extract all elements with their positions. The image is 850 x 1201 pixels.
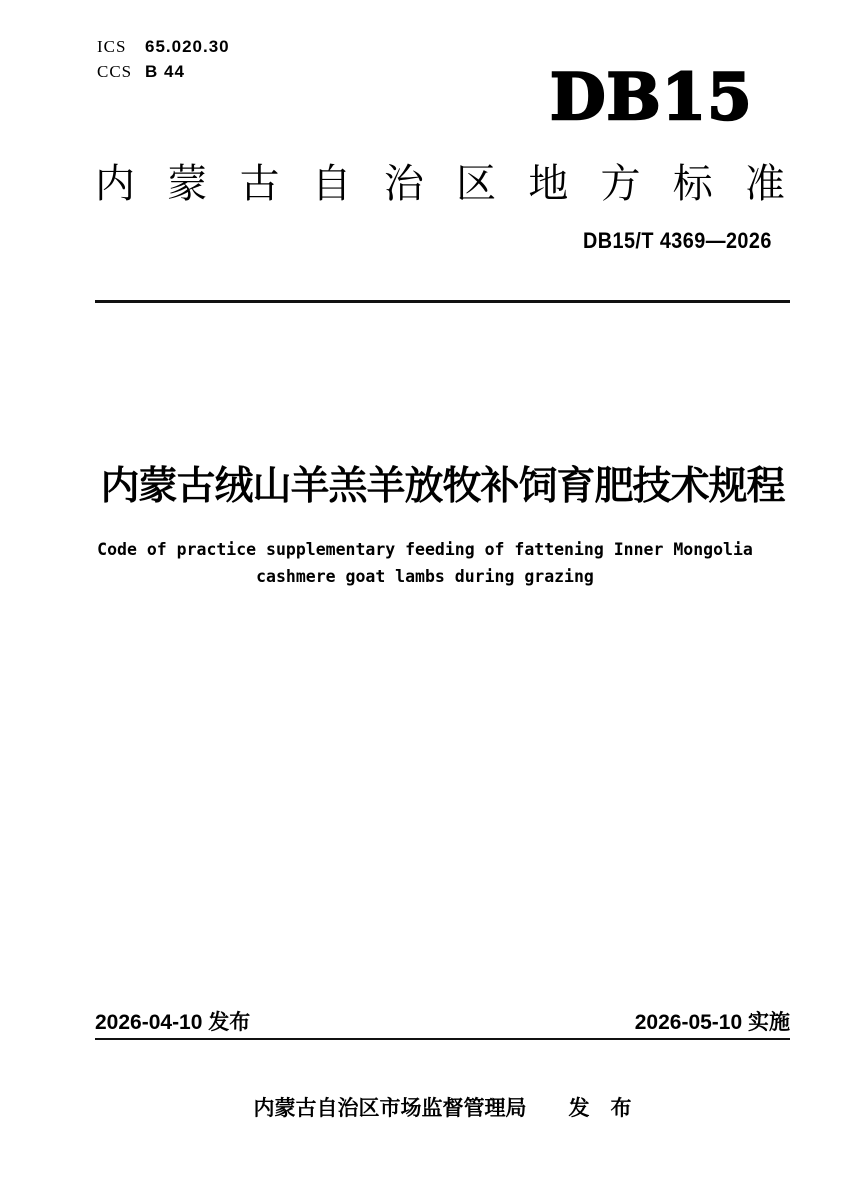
- implementation-date: 2026-05-10 实施: [634, 1011, 790, 1034]
- english-title-line2: cashmere goat lambs during grazing: [256, 567, 594, 586]
- document-title-english: [0, 536, 850, 590]
- ics-value: 65.020.30: [145, 37, 230, 56]
- ccs-code: [97, 59, 230, 84]
- bottom-divider-line: [95, 1038, 790, 1040]
- publisher-name: 内蒙古自治区市场监督管理局: [253, 1097, 527, 1120]
- publisher-row: [95, 1092, 790, 1122]
- db15-logo: DB15: [550, 60, 753, 135]
- top-divider-line: [95, 300, 790, 303]
- issue-date: 2026-04-10 发布: [95, 1011, 251, 1034]
- ics-label: ICS: [97, 37, 127, 56]
- publish-label: 发 布: [568, 1097, 632, 1120]
- ics-code: [97, 34, 230, 59]
- standard-number: DB15/T 4369—2026: [583, 228, 772, 253]
- classification-codes: [97, 34, 230, 84]
- ccs-value: B 44: [145, 62, 185, 81]
- standard-type-title: 内蒙古自治区地方标准: [95, 162, 785, 206]
- english-title-line1: Code of practice supplementary feeding of fattening Inner Mongolia: [97, 540, 753, 559]
- ccs-label: CCS: [97, 62, 133, 81]
- document-title-chinese: 内蒙古绒山羊羔羊放牧补饲育肥技术规程: [100, 465, 785, 508]
- date-row: [95, 1006, 790, 1036]
